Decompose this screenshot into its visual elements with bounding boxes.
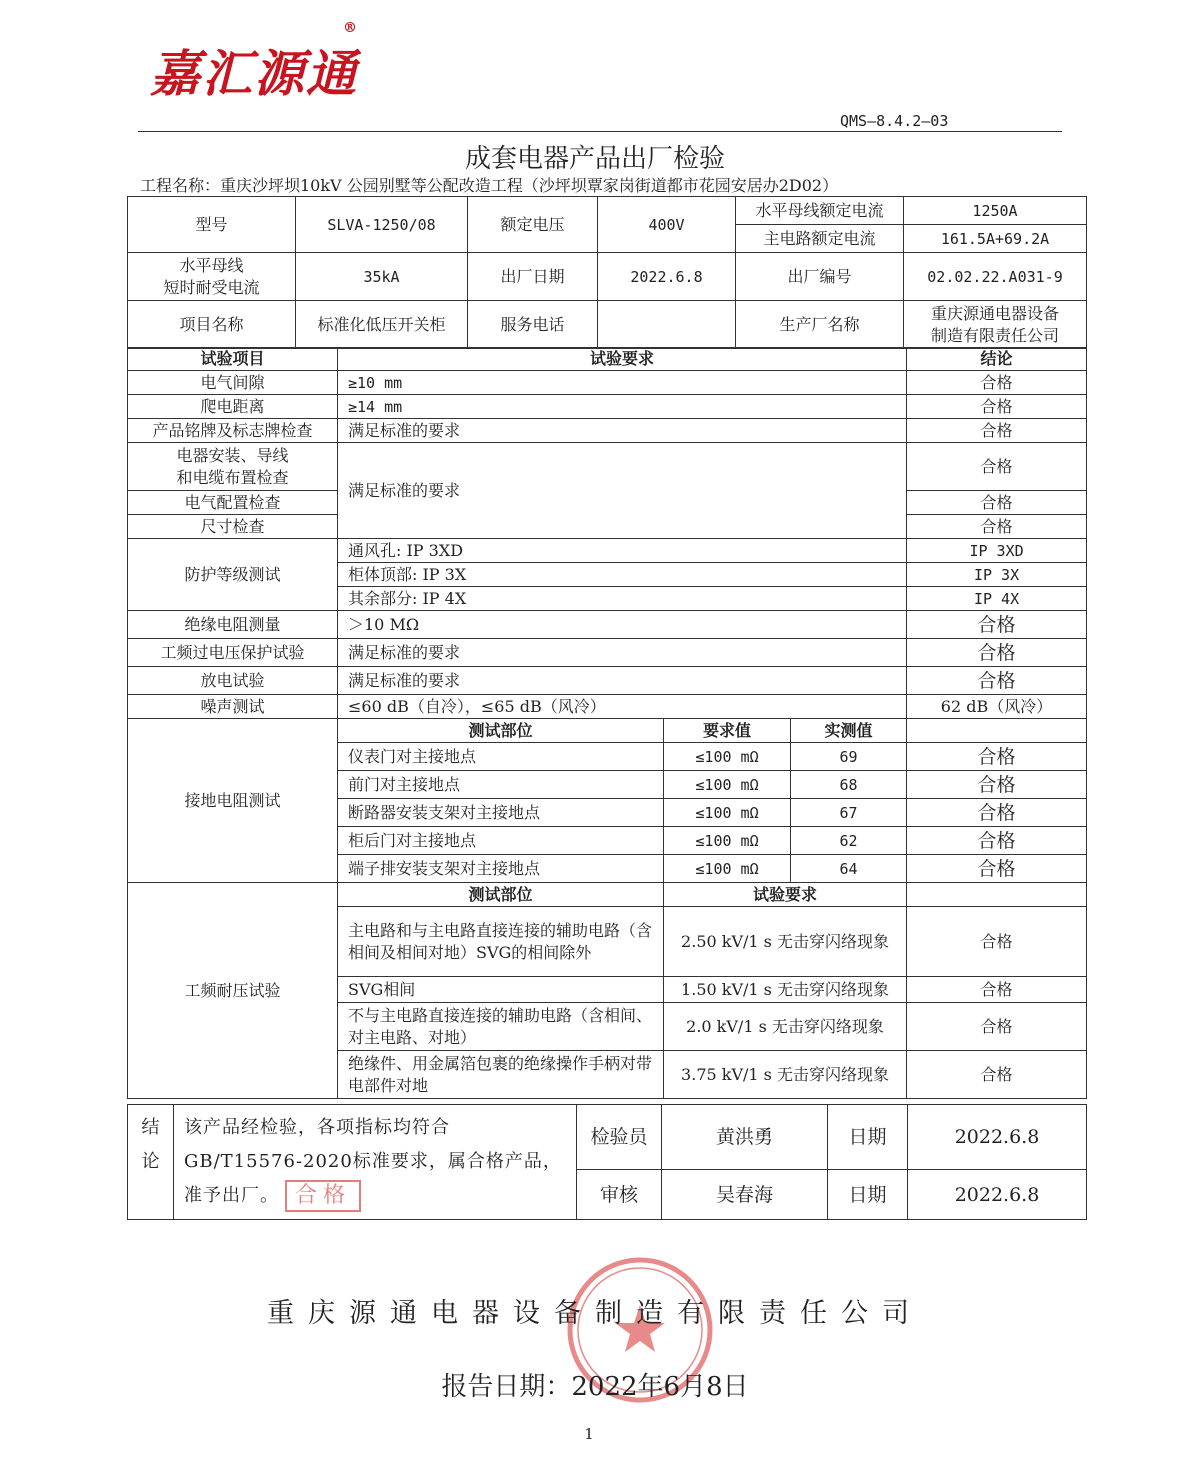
grounding-req: ≤100 mΩ xyxy=(664,743,791,771)
project-label: 项目名称 xyxy=(128,301,296,349)
withstand-result: 合格 xyxy=(907,977,1087,1003)
date-value: 2022.6.8 xyxy=(598,253,736,301)
withstand-req: 3.75 kV/1 s 无击穿闪络现象 xyxy=(664,1051,907,1099)
test-result: 合格 xyxy=(907,667,1087,695)
ip-req: 其余部分: IP 4X xyxy=(338,587,907,611)
withstand-part: 主电路和与主电路直接连接的辅助电路（含相间及相间对地）SVG的相间除外 xyxy=(338,907,664,977)
test-result: 合格 xyxy=(907,515,1087,539)
test-req: 满足标准的要求 xyxy=(338,639,907,667)
test-name: 产品铭牌及标志牌检查 xyxy=(128,419,338,443)
header-req: 试验要求 xyxy=(338,348,907,371)
grounding-req: ≤100 mΩ xyxy=(664,827,791,855)
grounding-result: 合格 xyxy=(907,799,1087,827)
grounding-meas: 69 xyxy=(791,743,907,771)
test-name: 电气间隙 xyxy=(128,371,338,395)
withstand-req: 2.50 kV/1 s 无击穿闪络现象 xyxy=(664,907,907,977)
grounding-part: 仪表门对主接地点 xyxy=(338,743,664,771)
inspect-date: 2022.6.8 xyxy=(908,1105,1087,1170)
grounding-result: 合格 xyxy=(907,827,1087,855)
test-result: 合格 xyxy=(907,491,1087,515)
page-title: 成套电器产品出厂检验 xyxy=(464,144,725,174)
withstand-label: 水平母线 短时耐受电流 xyxy=(128,253,296,301)
withstand-part: 不与主电路直接连接的辅助电路（含相间、对主电路、对地） xyxy=(338,1003,664,1051)
withstand-req: 2.0 kV/1 s 无击穿闪络现象 xyxy=(664,1003,907,1051)
test-req: ≥10 mm xyxy=(338,371,907,395)
test-name: 防护等级测试 xyxy=(128,539,338,611)
withstand-value: 35kA xyxy=(296,253,468,301)
inspector-name: 黄洪勇 xyxy=(662,1105,828,1170)
test-result: 合格 xyxy=(907,639,1087,667)
grounding-meas: 62 xyxy=(791,827,907,855)
maker-value: 重庆源通电器设备 制造有限责任公司 xyxy=(904,301,1087,349)
grounding-result: 合格 xyxy=(907,855,1087,883)
review-date-label: 日期 xyxy=(828,1170,908,1220)
test-name: 噪声测试 xyxy=(128,695,338,719)
grounding-name: 接地电阻测试 xyxy=(128,719,338,883)
date-label: 出厂日期 xyxy=(468,253,598,301)
grounding-part: 断路器安装支架对主接地点 xyxy=(338,799,664,827)
test-req: ≤60 dB（自冷），≤65 dB（风冷） xyxy=(338,695,907,719)
grounding-part: 端子排安装支架对主接地点 xyxy=(338,855,664,883)
grounding-header-part: 测试部位 xyxy=(338,719,664,743)
test-req: 满足标准的要求 xyxy=(338,443,907,539)
main-rated-value: 161.5A+69.2A xyxy=(904,225,1087,253)
test-result: 合格 xyxy=(907,419,1087,443)
test-name: 尺寸检查 xyxy=(128,515,338,539)
ip-req: 柜体顶部: IP 3X xyxy=(338,563,907,587)
grounding-req: ≤100 mΩ xyxy=(664,799,791,827)
ip-result: IP 3XD xyxy=(907,539,1087,563)
test-name: 爬电距离 xyxy=(128,395,338,419)
grounding-req: ≤100 mΩ xyxy=(664,771,791,799)
company-name: 重庆源通电器设备制造有限责任公司 xyxy=(267,1298,923,1329)
test-result: 合格 xyxy=(907,395,1087,419)
phone-label: 服务电话 xyxy=(468,301,598,349)
withstand-name: 工频耐压试验 xyxy=(128,883,338,1099)
grounding-meas: 68 xyxy=(791,771,907,799)
maker-label: 生产厂名称 xyxy=(736,301,904,349)
test-req: ＞10 MΩ xyxy=(338,611,907,639)
grounding-header-result xyxy=(907,719,1087,743)
model-label: 型号 xyxy=(128,197,296,253)
inspect-date-label: 日期 xyxy=(828,1105,908,1170)
model-value: SLVA-1250/08 xyxy=(296,197,468,253)
project-line: 工程名称：重庆沙坪坝10kV 公园别墅等公配改造工程（沙坪坝覃家岗街道都市花园安居办2D02） xyxy=(140,176,839,195)
voltage-label: 额定电压 xyxy=(468,197,598,253)
conclusion-text: 该产品经检验，各项指标均符合GB/T15576-2020标准要求，属合格产品，准予出厂。 合格 xyxy=(174,1105,577,1220)
grounding-result: 合格 xyxy=(907,771,1087,799)
withstand-result: 合格 xyxy=(907,1051,1087,1099)
inspector-label: 检验员 xyxy=(577,1105,662,1170)
test-result: 62 dB（风冷） xyxy=(907,695,1087,719)
grounding-part: 柜后门对主接地点 xyxy=(338,827,664,855)
test-req: 满足标准的要求 xyxy=(338,667,907,695)
reviewer-label: 审核 xyxy=(577,1170,662,1220)
withstand-result: 合格 xyxy=(907,1003,1087,1051)
busbar-rated-label: 水平母线额定电流 xyxy=(736,197,904,225)
grounding-header-req: 要求值 xyxy=(664,719,791,743)
grounding-meas: 67 xyxy=(791,799,907,827)
busbar-rated-value: 1250A xyxy=(904,197,1087,225)
qualified-stamp: 合格 xyxy=(285,1180,361,1212)
withstand-part: 绝缘件、用金属箔包裹的绝缘操作手柄对带电部件对地 xyxy=(338,1051,664,1099)
review-date: 2022.6.8 xyxy=(908,1170,1087,1220)
test-req: ≥14 mm xyxy=(338,395,907,419)
test-result: 合格 xyxy=(907,371,1087,395)
project-value: 标准化低压开关柜 xyxy=(296,301,468,349)
header-result: 结论 xyxy=(907,348,1087,371)
main-rated-label: 主电路额定电流 xyxy=(736,225,904,253)
withstand-part: SVG相间 xyxy=(338,977,664,1003)
phone-value xyxy=(598,301,736,349)
company-logo: 嘉汇源通 xyxy=(150,44,358,103)
serial-value: 02.02.22.A031-9 xyxy=(904,253,1087,301)
withstand-header-req: 试验要求 xyxy=(664,883,907,907)
withstand-result: 合格 xyxy=(907,907,1087,977)
document-code: QMS—8.4.2—03 xyxy=(840,112,949,130)
test-name: 工频过电压保护试验 xyxy=(128,639,338,667)
tests-table xyxy=(127,347,1087,1099)
grounding-part: 前门对主接地点 xyxy=(338,771,664,799)
test-req: 满足标准的要求 xyxy=(338,419,907,443)
registered-mark: ® xyxy=(343,20,357,36)
ip-result: IP 3X xyxy=(907,563,1087,587)
page-number: 1 xyxy=(584,1425,594,1443)
test-name: 放电试验 xyxy=(128,667,338,695)
test-name: 电气配置检查 xyxy=(128,491,338,515)
voltage-value: 400V xyxy=(598,197,736,253)
serial-label: 出厂编号 xyxy=(736,253,904,301)
header-item: 试验项目 xyxy=(128,348,338,371)
header-rule xyxy=(138,131,1062,132)
conclusion-label: 结 论 xyxy=(128,1105,174,1220)
info-table xyxy=(127,196,1087,349)
test-result: 合格 xyxy=(907,443,1087,491)
reviewer-name: 吴春海 xyxy=(662,1170,828,1220)
withstand-header-result xyxy=(907,883,1087,907)
grounding-header-meas: 实测值 xyxy=(791,719,907,743)
ip-req: 通风孔: IP 3XD xyxy=(338,539,907,563)
grounding-result: 合格 xyxy=(907,743,1087,771)
test-name: 绝缘电阻测量 xyxy=(128,611,338,639)
test-name: 电器安装、导线 和电缆布置检查 xyxy=(128,443,338,491)
conclusion-table xyxy=(127,1104,1087,1220)
withstand-req: 1.50 kV/1 s 无击穿闪络现象 xyxy=(664,977,907,1003)
report-date: 报告日期：2022年6月8日 xyxy=(441,1372,749,1402)
grounding-req: ≤100 mΩ xyxy=(664,855,791,883)
test-result: 合格 xyxy=(907,611,1087,639)
grounding-meas: 64 xyxy=(791,855,907,883)
ip-result: IP 4X xyxy=(907,587,1087,611)
withstand-header-part: 测试部位 xyxy=(338,883,664,907)
